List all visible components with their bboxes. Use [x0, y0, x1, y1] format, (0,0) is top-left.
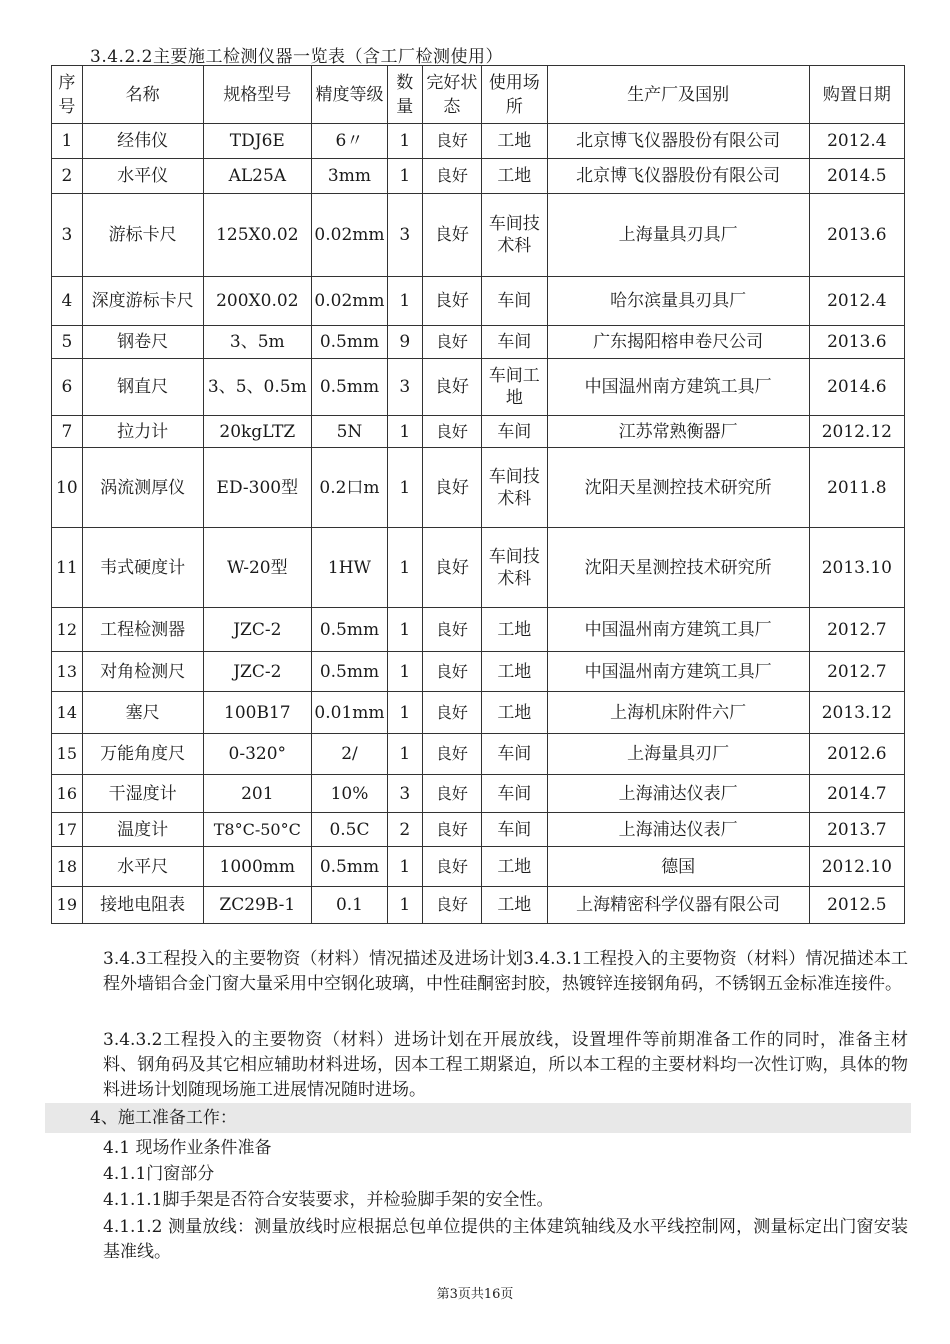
cell-manufacturer: 江苏常熟衡器厂 — [547, 416, 809, 448]
paragraph-materials-schedule: 3.4.3.2工程投入的主要物资（材料）进场计划在开展放线，设置埋件等前期准备工作的同时，准备主材料、钢角码及其它相应辅助材料进场，因本工程工期紧迫，所以本工程的主要材料均一次性订购，具体的物料进场计划随现场施工进展情况随时进场。 — [103, 1030, 908, 1100]
header-location: 使用场所 — [482, 66, 548, 124]
cell-condition: 良好 — [422, 277, 481, 326]
cell-precision: 0.02mm — [312, 194, 388, 277]
cell-quantity: 3 — [387, 775, 422, 813]
table-row — [52, 692, 905, 734]
cell-manufacturer: 沈阳天星测控技术研究所 — [547, 448, 809, 528]
cell-date: 2013.10 — [809, 528, 904, 608]
cell-model: ED-300型 — [203, 448, 312, 528]
cell-quantity: 1 — [387, 734, 422, 775]
cell-name: 接地电阻表 — [82, 887, 203, 924]
cell-precision: 0.02mm — [312, 277, 388, 326]
cell-date: 2012.7 — [809, 608, 904, 652]
cell-name: 经伟仪 — [82, 124, 203, 159]
cell-location: 车间 — [482, 813, 548, 847]
cell-name: 游标卡尺 — [82, 194, 203, 277]
cell-model: W-20型 — [203, 528, 312, 608]
cell-condition: 良好 — [422, 652, 481, 692]
table-row — [52, 847, 905, 887]
table-row — [52, 813, 905, 847]
cell-index: 2 — [52, 159, 83, 194]
cell-model: 200X0.02 — [203, 277, 312, 326]
cell-precision: 0.5mm — [312, 326, 388, 359]
table-row — [52, 194, 905, 277]
cell-name: 对角检测尺 — [82, 652, 203, 692]
cell-location: 工地 — [482, 159, 548, 194]
cell-condition: 良好 — [422, 775, 481, 813]
table-row — [52, 448, 905, 528]
cell-date: 2012.7 — [809, 652, 904, 692]
section-heading: 4、施工准备工作： — [90, 1108, 237, 1128]
cell-quantity: 1 — [387, 159, 422, 194]
cell-date: 2013.12 — [809, 692, 904, 734]
cell-condition: 良好 — [422, 887, 481, 924]
cell-manufacturer: 广东揭阳榕申卷尺公司 — [547, 326, 809, 359]
cell-quantity: 3 — [387, 359, 422, 416]
cell-manufacturer: 上海精密科学仪器有限公司 — [547, 887, 809, 924]
cell-precision: 5N — [312, 416, 388, 448]
table-row — [52, 277, 905, 326]
cell-name: 深度游标卡尺 — [82, 277, 203, 326]
header-purchase-date: 购置日期 — [809, 66, 904, 124]
cell-model: TDJ6E — [203, 124, 312, 159]
cell-model: ZC29B-1 — [203, 887, 312, 924]
cell-index: 12 — [52, 608, 83, 652]
table-header-row — [52, 66, 905, 124]
table-row — [52, 416, 905, 448]
cell-quantity: 1 — [387, 887, 422, 924]
subsection-4-1-1-2: 4.1.1.2 测量放线：测量放线时应根据总包单位提供的主体建筑轴线及水平线控制网，测量标定出门窗安装基准线。 — [103, 1217, 908, 1262]
table-row — [52, 608, 905, 652]
cell-precision: 0.5mm — [312, 359, 388, 416]
cell-precision: 10% — [312, 775, 388, 813]
cell-location: 工地 — [482, 692, 548, 734]
cell-condition: 良好 — [422, 847, 481, 887]
cell-index: 14 — [52, 692, 83, 734]
cell-index: 4 — [52, 277, 83, 326]
cell-location: 工地 — [482, 847, 548, 887]
cell-location: 车间技术科 — [482, 194, 548, 277]
cell-name: 塞尺 — [82, 692, 203, 734]
cell-date: 2011.8 — [809, 448, 904, 528]
cell-date: 2014.6 — [809, 359, 904, 416]
cell-name: 工程检测器 — [82, 608, 203, 652]
cell-location: 车间 — [482, 775, 548, 813]
cell-name: 韦式硬度计 — [82, 528, 203, 608]
cell-date: 2012.6 — [809, 734, 904, 775]
cell-manufacturer: 北京博飞仪器股份有限公司 — [547, 124, 809, 159]
cell-model: 0-320° — [203, 734, 312, 775]
header-model: 规格型号 — [203, 66, 312, 124]
cell-name: 拉力计 — [82, 416, 203, 448]
cell-manufacturer: 中国温州南方建筑工具厂 — [547, 652, 809, 692]
cell-model: 125X0.02 — [203, 194, 312, 277]
cell-index: 16 — [52, 775, 83, 813]
cell-condition: 良好 — [422, 734, 481, 775]
cell-condition: 良好 — [422, 692, 481, 734]
cell-condition: 良好 — [422, 448, 481, 528]
cell-model: 201 — [203, 775, 312, 813]
cell-quantity: 1 — [387, 847, 422, 887]
cell-index: 1 — [52, 124, 83, 159]
cell-index: 3 — [52, 194, 83, 277]
cell-index: 13 — [52, 652, 83, 692]
subsection-4-1: 4.1 现场作业条件准备 — [103, 1138, 272, 1158]
cell-manufacturer: 哈尔滨量具刃具厂 — [547, 277, 809, 326]
cell-index: 18 — [52, 847, 83, 887]
cell-date: 2012.4 — [809, 277, 904, 326]
cell-date: 2012.4 — [809, 124, 904, 159]
cell-manufacturer: 上海机床附件六厂 — [547, 692, 809, 734]
cell-condition: 良好 — [422, 608, 481, 652]
cell-index: 19 — [52, 887, 83, 924]
table-caption: 3.4.2.2主要施工检测仪器一览表（含工厂检测使用） — [90, 47, 503, 67]
cell-precision: 0.5mm — [312, 652, 388, 692]
paragraph-materials-description: 3.4.3工程投入的主要物资（材料）情况描述及进场计划3.4.3.1工程投入的主要物资（材料）情况描述本工程外墙铝合金门窗大量采用中空钢化玻璃，中性硅酮密封胶，热镀锌连接钢角码，不锈钢五金标准连接件。 — [103, 949, 908, 994]
cell-location: 车间技术科 — [482, 528, 548, 608]
cell-quantity: 1 — [387, 277, 422, 326]
cell-manufacturer: 中国温州南方建筑工具厂 — [547, 608, 809, 652]
cell-condition: 良好 — [422, 813, 481, 847]
cell-condition: 良好 — [422, 528, 481, 608]
cell-precision: 1HW — [312, 528, 388, 608]
cell-location: 车间技术科 — [482, 448, 548, 528]
cell-manufacturer: 上海浦达仪表厂 — [547, 813, 809, 847]
cell-location: 工地 — [482, 652, 548, 692]
cell-location: 车间 — [482, 416, 548, 448]
cell-date: 2014.5 — [809, 159, 904, 194]
cell-location: 车间工地 — [482, 359, 548, 416]
page-footer: 第3页共16页 — [436, 1287, 514, 1302]
cell-condition: 良好 — [422, 159, 481, 194]
header-condition: 完好状态 — [422, 66, 481, 124]
table-row — [52, 528, 905, 608]
cell-quantity: 1 — [387, 416, 422, 448]
cell-precision: 6〃 — [312, 124, 388, 159]
subsection-4-1-1-1: 4.1.1.1脚手架是否符合安装要求，并检验脚手架的安全性。 — [103, 1190, 554, 1210]
cell-model: T8°C-50°C — [203, 813, 312, 847]
cell-precision: 0.5mm — [312, 847, 388, 887]
cell-location: 车间 — [482, 277, 548, 326]
table-row — [52, 159, 905, 194]
cell-model: AL25A — [203, 159, 312, 194]
cell-quantity: 1 — [387, 528, 422, 608]
table-row — [52, 652, 905, 692]
cell-index: 17 — [52, 813, 83, 847]
cell-location: 车间 — [482, 326, 548, 359]
cell-quantity: 1 — [387, 448, 422, 528]
cell-manufacturer: 上海量具刃厂 — [547, 734, 809, 775]
cell-name: 万能角度尺 — [82, 734, 203, 775]
cell-condition: 良好 — [422, 359, 481, 416]
header-manufacturer: 生产厂及国别 — [547, 66, 809, 124]
cell-location: 车间 — [482, 734, 548, 775]
cell-model: JZC-2 — [203, 652, 312, 692]
cell-condition: 良好 — [422, 124, 481, 159]
cell-quantity: 1 — [387, 608, 422, 652]
cell-model: 3、5m — [203, 326, 312, 359]
cell-precision: 0.1 — [312, 887, 388, 924]
cell-condition: 良好 — [422, 194, 481, 277]
cell-date: 2012.12 — [809, 416, 904, 448]
table-row — [52, 359, 905, 416]
cell-location: 工地 — [482, 124, 548, 159]
cell-condition: 良好 — [422, 416, 481, 448]
cell-quantity: 3 — [387, 194, 422, 277]
cell-date: 2013.6 — [809, 194, 904, 277]
cell-quantity: 2 — [387, 813, 422, 847]
cell-precision: 0.5mm — [312, 608, 388, 652]
cell-quantity: 1 — [387, 692, 422, 734]
table-row — [52, 326, 905, 359]
cell-date: 2012.10 — [809, 847, 904, 887]
cell-index: 7 — [52, 416, 83, 448]
cell-name: 温度计 — [82, 813, 203, 847]
header-index: 序号 — [52, 66, 83, 124]
header-precision: 精度等级 — [312, 66, 388, 124]
cell-quantity: 9 — [387, 326, 422, 359]
table-row — [52, 124, 905, 159]
cell-location: 工地 — [482, 887, 548, 924]
cell-manufacturer: 北京博飞仪器股份有限公司 — [547, 159, 809, 194]
subsection-4-1-1: 4.1.1门窗部分 — [103, 1164, 215, 1184]
cell-name: 水平尺 — [82, 847, 203, 887]
cell-manufacturer: 上海量具刃具厂 — [547, 194, 809, 277]
cell-manufacturer: 沈阳天星测控技术研究所 — [547, 528, 809, 608]
cell-condition: 良好 — [422, 326, 481, 359]
cell-location: 工地 — [482, 608, 548, 652]
instrument-table — [51, 65, 905, 924]
cell-quantity: 1 — [387, 652, 422, 692]
table-row — [52, 775, 905, 813]
cell-index: 6 — [52, 359, 83, 416]
header-name: 名称 — [82, 66, 203, 124]
cell-quantity: 1 — [387, 124, 422, 159]
cell-model: JZC-2 — [203, 608, 312, 652]
cell-index: 11 — [52, 528, 83, 608]
cell-name: 水平仪 — [82, 159, 203, 194]
cell-date: 2013.7 — [809, 813, 904, 847]
cell-date: 2014.7 — [809, 775, 904, 813]
cell-precision: 2/ — [312, 734, 388, 775]
cell-name: 涡流测厚仪 — [82, 448, 203, 528]
cell-index: 10 — [52, 448, 83, 528]
cell-precision: 3mm — [312, 159, 388, 194]
cell-model: 20kgLTZ — [203, 416, 312, 448]
cell-model: 100B17 — [203, 692, 312, 734]
table-row — [52, 887, 905, 924]
header-quantity: 数量 — [387, 66, 422, 124]
cell-model: 3、5、0.5m — [203, 359, 312, 416]
cell-index: 15 — [52, 734, 83, 775]
cell-manufacturer: 上海浦达仪表厂 — [547, 775, 809, 813]
cell-name: 干湿度计 — [82, 775, 203, 813]
cell-name: 钢直尺 — [82, 359, 203, 416]
cell-precision: 0.01mm — [312, 692, 388, 734]
cell-name: 钢卷尺 — [82, 326, 203, 359]
cell-manufacturer: 中国温州南方建筑工具厂 — [547, 359, 809, 416]
cell-index: 5 — [52, 326, 83, 359]
table-row — [52, 734, 905, 775]
cell-manufacturer: 德国 — [547, 847, 809, 887]
cell-model: 1000mm — [203, 847, 312, 887]
cell-precision: 0.2口m — [312, 448, 388, 528]
cell-date: 2012.5 — [809, 887, 904, 924]
cell-precision: 0.5C — [312, 813, 388, 847]
cell-date: 2013.6 — [809, 326, 904, 359]
